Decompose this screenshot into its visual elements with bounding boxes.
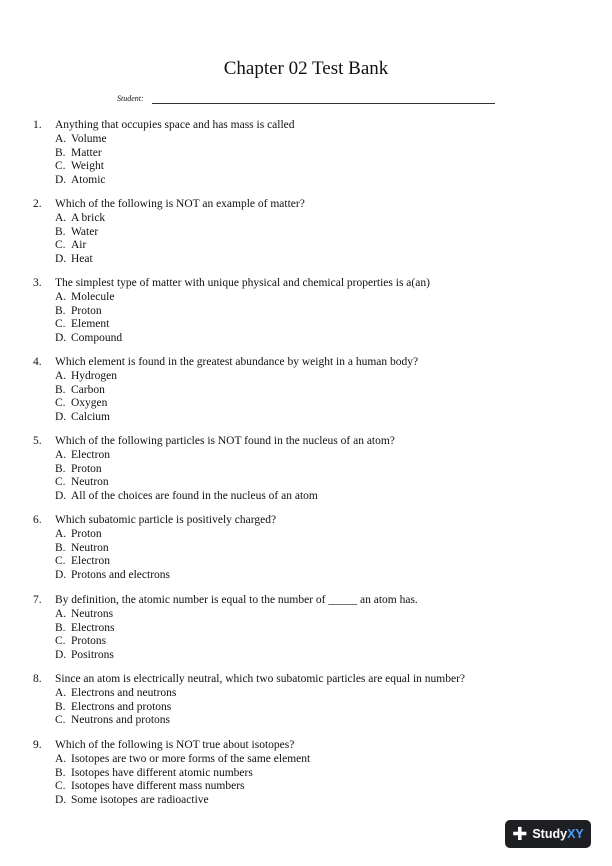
option-letter: B. [55,766,66,779]
option-letter: A. [55,449,67,461]
answer-option[interactable] [55,225,305,239]
option-text: Proton [71,462,102,475]
option-text: Molecule [71,291,115,303]
option-text: Positrons [71,649,114,662]
option-letter: D. [55,569,67,582]
option-letter: C. [55,318,66,331]
question-number: 2. [33,198,42,210]
option-letter: A. [55,608,67,620]
student-label: Student: [117,94,144,103]
option-text: Weight [71,160,104,173]
option-text: Matter [71,146,102,159]
option-letter: C. [55,476,66,489]
question-number: 3. [33,277,42,289]
brand-logo: StudyXY [532,827,584,841]
answer-option[interactable] [55,700,465,714]
option-text: Isotopes have different atomic numbers [71,766,253,779]
option-letter: D. [55,332,67,345]
question-7 [33,593,418,662]
option-text: Neutron [71,541,109,554]
question-text: Which of the following is NOT true about isotopes? [55,739,295,751]
question-6 [33,513,276,582]
answer-option[interactable] [55,779,310,793]
question-text: Which element is found in the greatest abundance by weight in a human body? [55,356,419,368]
option-text: Hydrogen [71,370,117,382]
answer-option[interactable] [55,648,418,662]
option-text: Air [71,239,87,252]
question-2 [33,197,305,266]
answer-option[interactable] [55,621,418,635]
answer-option[interactable] [55,410,418,424]
option-text: Calcium [71,411,110,424]
option-letter: A. [55,133,67,145]
option-text: Compound [71,332,123,345]
answer-option[interactable] [55,568,276,582]
option-letter: A. [55,753,67,765]
question-1 [33,118,295,187]
option-letter: B. [55,146,66,159]
page-title: Chapter 02 Test Bank [223,58,389,79]
option-letter: B. [55,462,66,475]
option-text: Proton [71,528,102,540]
option-text: Atomic [71,174,106,187]
answer-option[interactable] [55,146,295,160]
option-letter: D. [55,411,67,424]
option-text: Carbon [71,383,105,396]
option-text: Electrons and neutrons [71,687,177,699]
answer-option[interactable] [55,793,310,807]
option-letter: D. [55,490,67,503]
question-number: 8. [33,673,42,685]
option-letter: B. [55,383,66,396]
option-letter: B. [55,304,66,317]
option-text: Water [71,225,99,238]
option-text: Isotopes have different mass numbers [71,780,245,793]
question-text: By definition, the atomic number is equal to the number of _____ an atom has. [55,594,418,606]
option-text: Neutrons [71,608,114,620]
question-9 [33,738,310,807]
student-field [117,94,497,108]
option-letter: C. [55,635,66,648]
studyxy-badge[interactable] [505,820,591,848]
answer-option[interactable] [55,383,418,397]
option-text: Element [71,318,110,331]
answer-option[interactable] [55,462,395,476]
option-text: Electrons and protons [71,700,172,713]
answer-option[interactable] [55,132,295,146]
option-text: Electron [71,555,110,568]
question-5 [33,434,395,503]
option-text: Isotopes are two or more forms of the same element [71,753,311,765]
answer-option[interactable] [55,634,418,648]
option-letter: B. [55,225,66,238]
option-text: Some isotopes are radioactive [71,794,209,807]
option-letter: B. [55,621,66,634]
option-text: Volume [71,133,107,145]
option-letter: A. [55,370,67,382]
option-text: A brick [71,212,106,224]
answer-option[interactable] [55,304,430,318]
question-3 [33,276,430,345]
option-letter: C. [55,160,66,173]
option-text: Protons [71,635,107,648]
option-text: Oxygen [71,397,108,410]
option-letter: C. [55,397,66,410]
answer-option[interactable] [55,752,310,766]
option-letter: D. [55,174,67,187]
question-number: 4. [33,356,42,368]
option-letter: D. [55,253,67,266]
question-8 [33,672,465,727]
answer-option[interactable] [55,527,276,541]
option-letter: B. [55,541,66,554]
answer-option[interactable] [55,686,465,700]
answer-option[interactable] [55,713,465,727]
option-text: Proton [71,304,102,317]
option-letter: C. [55,780,66,793]
plus-icon: ✚ [512,824,528,844]
option-text: Heat [71,253,93,266]
answer-option[interactable] [55,489,395,503]
question-number: 1. [33,119,42,131]
option-letter: A. [55,291,67,303]
question-text: Which subatomic particle is positively charged? [55,514,277,526]
student-name-line[interactable] [152,103,495,104]
option-letter: D. [55,794,67,807]
option-text: Electrons [71,621,115,634]
option-letter: A. [55,687,67,699]
question-text: Which of the following is NOT an example of matter? [55,198,305,210]
answer-option[interactable] [55,369,418,383]
option-letter: C. [55,239,66,252]
answer-option[interactable] [55,159,295,173]
option-text: Electron [71,449,110,461]
question-number: 5. [33,435,42,447]
question-number: 9. [33,739,42,751]
question-text: Which of the following particles is NOT found in the nucleus of an atom? [55,435,395,447]
question-text: Since an atom is electrically neutral, which two subatomic particles are equal in number? [55,673,466,685]
option-text: Neutron [71,476,109,489]
option-text: Protons and electrons [71,569,171,582]
answer-option[interactable] [55,766,310,780]
option-text: All of the choices are found in the nucleus of an atom [71,490,318,503]
answer-option[interactable] [55,173,295,187]
question-number: 6. [33,514,42,526]
answer-option[interactable] [55,211,305,225]
answer-option[interactable] [55,448,395,462]
answer-option[interactable] [55,252,305,266]
answer-option[interactable] [55,331,430,345]
question-text: Anything that occupies space and has mass is called [55,119,295,131]
option-letter: A. [55,528,67,540]
option-letter: B. [55,700,66,713]
answer-option[interactable] [55,607,418,621]
answer-option[interactable] [55,554,276,568]
question-number: 7. [33,594,42,606]
answer-option[interactable] [55,290,430,304]
answer-option[interactable] [55,541,276,555]
answer-option[interactable] [55,238,305,252]
question-4 [33,355,418,424]
option-text: Neutrons and protons [71,714,171,727]
option-letter: C. [55,714,66,727]
question-text: The simplest type of matter with unique physical and chemical properties is a(an) [55,277,430,289]
answer-option[interactable] [55,317,430,331]
option-letter: D. [55,649,67,662]
option-letter: C. [55,555,66,568]
answer-option[interactable] [55,396,418,410]
option-letter: A. [55,212,67,224]
answer-option[interactable] [55,475,395,489]
